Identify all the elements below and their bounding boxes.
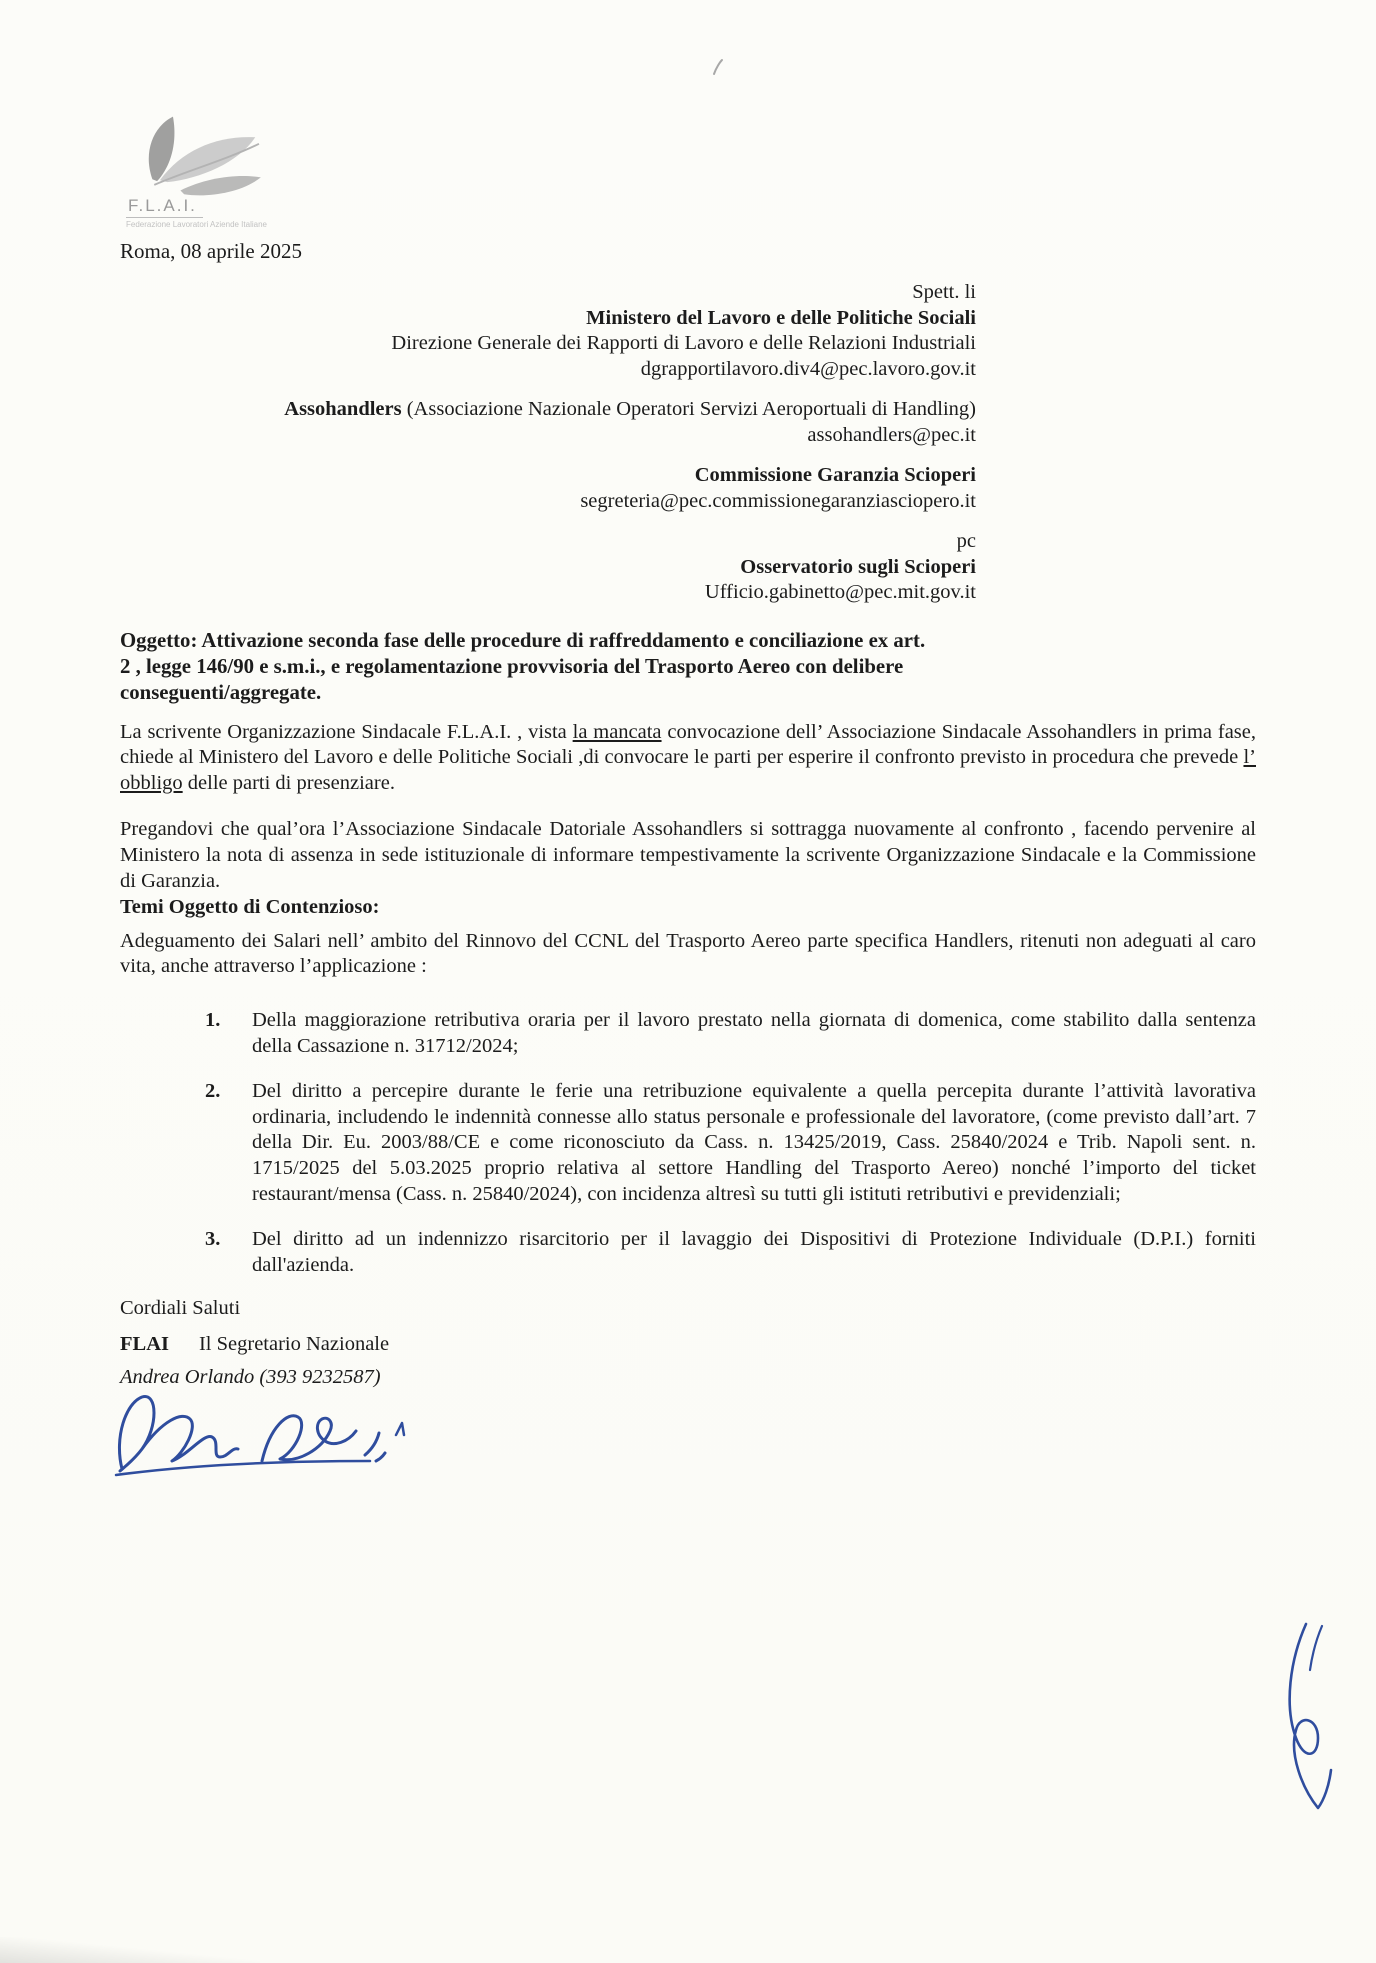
- list-item-3: [205, 1227, 1256, 1279]
- recipient-assohandlers-name-line: [120, 397, 976, 423]
- recipient-ministero: [120, 306, 976, 383]
- pc-label: pc: [956, 530, 976, 552]
- closing-role: Il Segretario Nazionale: [198, 1333, 390, 1356]
- closing-salutation: Cordiali Saluti: [120, 1297, 241, 1320]
- recipient-assohandlers-name: Assohandlers: [284, 398, 402, 420]
- list-item-1: [205, 1008, 1256, 1060]
- list-item-3-number: 3.: [205, 1227, 221, 1250]
- recipient-osservatorio: [120, 529, 976, 606]
- scan-artifact-mark: [712, 58, 724, 76]
- list-item-1-text: Della maggiorazione retributiva oraria per il lavoro prestato nella giornata di domenica, come stabilito dalla sentenza della Cassazione n. 31712/2024;: [252, 1009, 1256, 1057]
- list-item-3-text: Del diritto ad un indennizzo risarcitorio per il lavaggio dei Dispositivi di Protezione Individuale (D.P.I.) forniti dall'azienda.: [252, 1227, 1256, 1276]
- letterhead: [120, 112, 1256, 264]
- signature-flourish-icon: [1272, 1618, 1350, 1823]
- list-item-2-text: Del diritto a percepire durante le ferie una retribuzione equivalente a quella percepita durante l’attività lavorativa ordinaria, includendo le indennità connesse allo status personale e professionale del lavoratore, (come previsto dall’art. 7 della Dir. Eu. 2003/88/CE e come riconosciuto da Cass. n. 13425/2019, Cass. 25840/2024 e Trib. Napoli sent. n. 1715/2025 del 5.03.2025 proprio relativa al settore Handling del Trasporto Aereo) nonché l’importo del ticket restaurant/mensa (Cass. n. 25840/2024), con incidenza altresì su tutti gli istituti retributivi e previdenziali;: [252, 1079, 1256, 1205]
- p1-underlined-l-obbligo: l’ obbligo: [120, 746, 1256, 795]
- scan-artifact: [712, 58, 724, 76]
- recipient-commissione-email: segreteria@pec.commissionegaranziasciopero.it: [580, 489, 976, 512]
- p1-seg-1: La scrivente Organizzazione Sindacale F.L.A.I. , vista: [120, 720, 573, 743]
- recipient-ministero-name: Ministero del Lavoro e delle Politiche Sociali: [586, 306, 976, 329]
- flai-logo: [126, 112, 316, 229]
- recipient-ministero-email: dgrapportilavoro.div4@pec.lavoro.gov.it: [640, 357, 976, 380]
- list-item-2: [205, 1079, 1256, 1208]
- recipient-osservatorio-email: Ufficio.gabinetto@pec.mit.gov.it: [704, 581, 976, 603]
- p1-seg-2: convocazione dell’ Associazione Sindacale Assohandlers in prima fase, chiede al Ministero del Lavoro e delle Politiche Sociali ,di convocare le parti per esperire il confronto previsto in procedura che prevede: [120, 720, 1256, 769]
- subject-line-2: 2 , legge 146/90 e s.m.i., e regolamentazione provvisoria del Trasporto Aereo con delibere: [120, 654, 904, 678]
- date-line: Roma, 08 aprile 2025: [120, 239, 302, 263]
- subject-line-3: conseguenti/aggregate.: [120, 680, 322, 704]
- recipients-salutation: Spett. li: [912, 281, 976, 303]
- recipient-assohandlers-email: assohandlers@pec.it: [807, 423, 976, 446]
- subject-line-1: Oggetto: Attivazione seconda fase delle procedure di raffreddamento e conciliazione ex art.: [120, 628, 926, 652]
- list-item-1-number: 1.: [205, 1009, 221, 1032]
- paragraph-adeguamento: Adeguamento dei Salari nell’ ambito del Rinnovo del CCNL del Trasporto Aereo parte specifica Handlers, ritenuti non adeguati al caro vita, anche attraverso l’applicazione :: [120, 929, 1256, 978]
- signature-flourish-right: [1272, 1618, 1350, 1823]
- recipient-assohandlers: [120, 397, 976, 448]
- recipient-assohandlers-name-suffix: (Associazione Nazionale Operatori Servizi Aeroportuali di Handling): [401, 398, 976, 420]
- contenzioso-heading: Temi Oggetto di Contenzioso:: [120, 895, 380, 918]
- closing-signature-row: [120, 1333, 1256, 1356]
- p1-underlined-la-mancata: la mancata: [572, 720, 662, 743]
- closing-org: FLAI: [120, 1333, 169, 1356]
- recipient-osservatorio-name: Osservatorio sugli Scioperi: [740, 555, 976, 578]
- signatory-name: Andrea Orlando (393 9232587): [120, 1366, 381, 1389]
- subject-block: [120, 628, 1256, 706]
- leaves-icon: [126, 112, 276, 198]
- logo-text: F.L.A.I.: [126, 196, 203, 218]
- recipient-ministero-dept: Direzione Generale dei Rapporti di Lavoro e delle Relazioni Industriali: [391, 332, 976, 354]
- recipients-block: [120, 280, 976, 606]
- paragraph-convocazione: [120, 720, 1256, 797]
- recipient-commissione-name: Commissione Garanzia Scioperi: [694, 464, 976, 486]
- contention-list: [120, 1008, 1256, 1278]
- p1-seg-3: delle parti di presenziare.: [182, 772, 395, 795]
- recipient-commissione: [120, 463, 976, 514]
- list-item-2-number: 2.: [205, 1079, 221, 1102]
- logo-caption: Federazione Lavoratori Aziende Italiane: [126, 220, 267, 229]
- paragraph-pregandovi: Pregandovi che qual’ora l’Associazione Sindacale Datoriale Assohandlers si sottragga nuovamente al confronto , facendo pervenire al Ministero la nota di assenza in sede istituzionale di informare tempestivamente la scrivente Organizzazione Sindacale e la Commissione di Garanzia.: [120, 818, 1256, 892]
